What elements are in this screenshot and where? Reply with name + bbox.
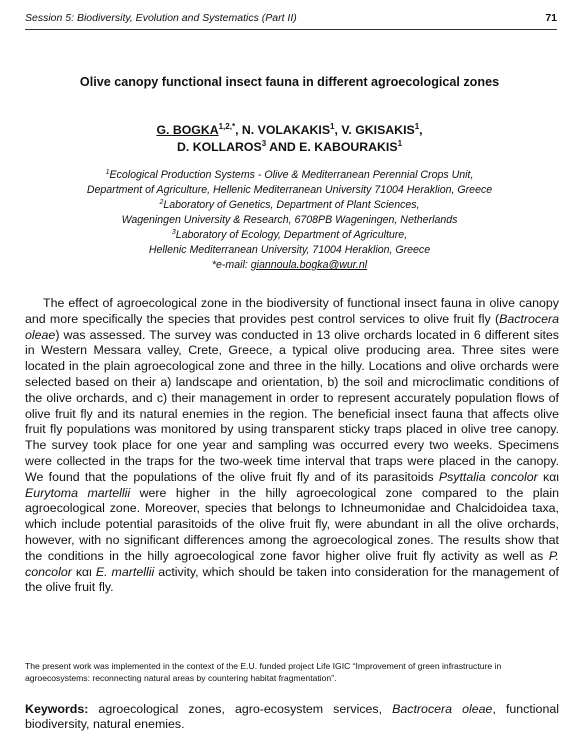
species-name: Eurytoma martellii [25,485,131,500]
author-line-1 [0,122,579,139]
species-name: Bactrocera oleae [392,702,493,716]
affiliation-superscript: 2 [159,199,164,206]
affiliation-line: $^2$Laboratory of Genetics, Department of Plant Sciences, [159,199,420,211]
author-superscript: 1 [414,122,420,131]
funding-note: The present work was implemented in the context of the E.U. funded project Life IGIC “Improvement of green infrastructure in agroecosystems: reconnecting natural areas by countering habitat fragmentation”. [25,661,502,683]
author-superscript: 1,2,* [218,122,236,131]
affiliation-superscript: 1 [105,169,110,176]
species-name: Bactrocera oleae [25,311,559,342]
species-name: P. concolor [25,548,559,579]
author-list [0,122,579,156]
author-superscript: 1 [330,122,335,131]
affiliation-line: $^3$Laboratory of Ecology, Department of Agriculture, [171,229,408,241]
running-header [25,10,557,30]
author-name: AND E. KABOURAKIS [266,140,398,154]
keywords-label: Keywords: [25,702,89,716]
author-name: , N. VOLAKAKIS [235,123,331,137]
keywords: Keywords: agroecological zones, agro-ecosystem services, Bactrocera oleae, functional biodiversity, natural enemies. [25,702,559,731]
affiliation-line: Hellenic Mediterranean University, 71004 Heraklion, Greece [148,244,431,256]
author-separator: , [419,123,423,137]
paper-title: Olive canopy functional insect fauna in different agroecological zones [79,75,500,89]
page-number: 71 [545,12,557,24]
affiliations [0,168,579,273]
author-name: D. KOLLAROS [176,140,262,154]
affiliation-line: $^1$Ecological Production Systems - Olive & Mediterranean Perennial Crops Unit, [105,169,474,181]
author-name: , V. GKISAKIS [334,123,415,137]
abstract-text: The effect of agroecological zone in the biodiversity of functional insect fauna in olive canopy and more specifically the species that provides pest control services to olive fruit fly (Bactrocera oleae) was assessed. The survey was conducted in 13 olive orchards located in 6 different sites in Western Messara valley, Crete, Greece, a typical olive producing area. Three sites were located in the plain agroecological zone and three in the hilly. Locations and olive orchards were selected based on their a) landscape and orientation, b) the soil and microclimatic conditions of the olive orchards, and c) their management in order to represent accurately population flows of olive fruit fly and its natural enemies in the region. The beneficial insect fauna that affects olive fruit fly populations was monitored by using transparent sticky traps placed in olive tree canopy. The survey took place for one year and sampling was occurred every two weeks. Specimens were collected in the traps for the two-week time interval that traps were placed in the canopy. We found that the populations of the olive fruit fly and of its parasitoids Psyttalia concolor και Eurytoma martellii were higher in the hilly agroecological zone compared to the plain agroecological zone. Moreover, species that belongs to Ichneumonidae and Chalcidoidea taxa, which include potential parasitoids of the olive fruit fly, were abundant in all the olive orchards, however, with no significant differences among the agroecological zones. The results show that the conditions in the hilly agroecological zone favor higher olive fruit fly activity as well as P. concolor και E. martellii activity, which should be taken into consideration for the management of the olive fruit fly. [25,296,559,595]
affiliation-line: Department of Agriculture, Hellenic Mediterranean University 71004 Heraklion, Greece [86,184,493,196]
email-link[interactable]: giannoula.bogka@wur.nl [250,259,368,271]
species-name: Psyttalia concolor [438,469,538,484]
author-superscript: 3 [261,139,267,148]
author-name: G. BOGKA [156,123,219,137]
session-title: Session 5: Biodiversity, Evolution and Systematics (Part II) [25,12,297,24]
email-line: *e-mail: giannoula.bogka@wur.nl [211,259,368,271]
author-line-2 [0,139,579,156]
affiliation-line: Wageningen University & Research, 6708PB Wageningen, Netherlands [121,214,458,226]
author-superscript: 1 [397,139,403,148]
species-name: E. martellii [95,564,155,579]
affiliation-superscript: 3 [171,229,176,236]
